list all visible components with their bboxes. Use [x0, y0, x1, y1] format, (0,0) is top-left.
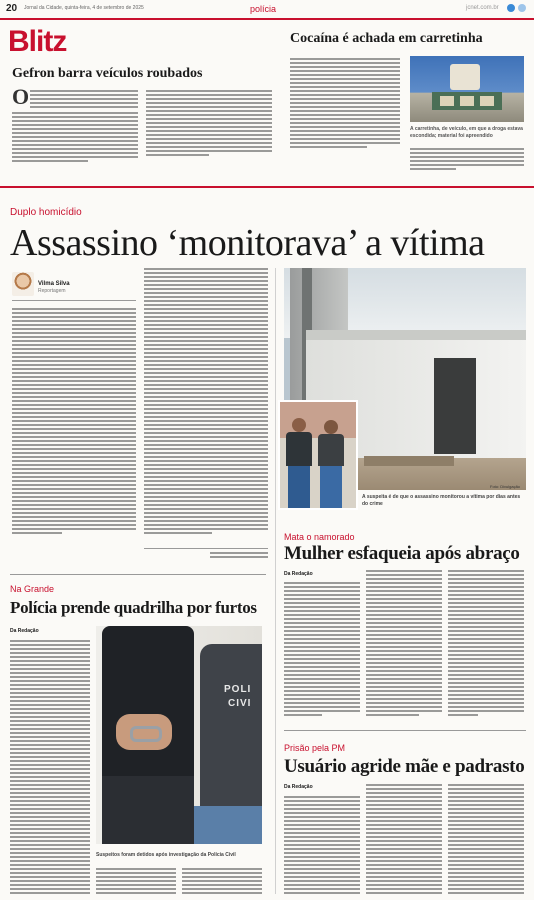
col-end-rule — [144, 548, 268, 549]
main-photo-caption: A suspeita é de que o assassino monitorou a vítima por dias antes do crime — [362, 494, 521, 507]
arrest-photo — [96, 626, 262, 844]
suspects-inset-photo — [278, 400, 358, 510]
page-number: 20 — [6, 3, 18, 14]
blitz-photo-text — [410, 148, 524, 176]
section-label: polícia — [250, 4, 277, 14]
blitz-bottom-rule — [0, 186, 534, 188]
author-rule — [12, 300, 136, 301]
edition-line: Jornal da Cidade, quinta-feira, 4 de setembro de 2025 — [24, 5, 144, 11]
vest-text-1: POLI — [224, 684, 252, 695]
mulher-byline: Da Redação — [284, 571, 313, 577]
quadrilha-col-2 — [96, 868, 176, 898]
section-divider — [284, 730, 526, 731]
quadrilha-col-1 — [10, 640, 90, 898]
usuario-byline: Da Redação — [284, 784, 313, 790]
mulher-kicker: Mata o namorado — [284, 532, 355, 542]
mulher-col-3 — [448, 570, 524, 722]
usuario-headline: Usuário agride mãe e padrasto — [284, 756, 525, 777]
usuario-col-1 — [284, 796, 360, 898]
quadrilha-col-3 — [182, 868, 262, 898]
usuario-col-3 — [448, 784, 524, 898]
blitz-left-col-1 — [30, 90, 138, 112]
col-end-note — [210, 552, 268, 562]
usuario-kicker: Prisão pela PM — [284, 743, 346, 753]
blitz-left-col-1b — [12, 112, 138, 176]
main-headline: Assassino ‘monitorava’ a vítima — [10, 222, 485, 264]
main-kicker: Duplo homicídio — [10, 207, 82, 218]
drop-cap: O — [12, 84, 30, 109]
photo-credit: Foto: Divulgação — [490, 484, 521, 489]
site-label: jcnet.com.br — [466, 5, 499, 11]
social-icon — [518, 4, 526, 12]
vest-text-2: CIVI — [228, 698, 252, 709]
author-role: Reportagem — [38, 288, 66, 294]
blitz-photo-caption: A carretinha, de veículo, em que a droga estava escondida; material foi apreendido — [410, 126, 523, 139]
left-divider — [10, 574, 266, 575]
quadrilha-kicker: Na Grande — [10, 584, 55, 594]
mulher-headline: Mulher esfaqueia após abraço — [284, 543, 520, 564]
author-name: Vilma Silva — [38, 281, 70, 287]
column-rule — [275, 268, 276, 894]
quadrilha-byline: Da Redação — [10, 628, 39, 634]
cocaine-photo — [410, 56, 524, 122]
blitz-section-title: Blitz — [8, 25, 67, 58]
author-avatar — [12, 272, 34, 296]
blitz-left-col-2 — [146, 90, 272, 176]
page-header — [0, 0, 534, 18]
main-col-2 — [144, 268, 268, 540]
main-col-1 — [12, 308, 136, 540]
blitz-right-headline: Cocaína é achada em carretinha — [290, 31, 483, 46]
header-rule — [0, 18, 534, 20]
blitz-right-text — [290, 58, 400, 178]
blitz-left-headline: Gefron barra veículos roubados — [12, 66, 203, 81]
mulher-col-1 — [284, 582, 360, 722]
social-icon — [507, 4, 515, 12]
usuario-col-2 — [366, 784, 442, 898]
mulher-col-2 — [366, 570, 442, 722]
quadrilha-headline: Polícia prende quadrilha por furtos — [10, 598, 257, 617]
quadrilha-photo-caption: Suspeitos foram detidos após investigação da Polícia Civil — [96, 852, 236, 858]
